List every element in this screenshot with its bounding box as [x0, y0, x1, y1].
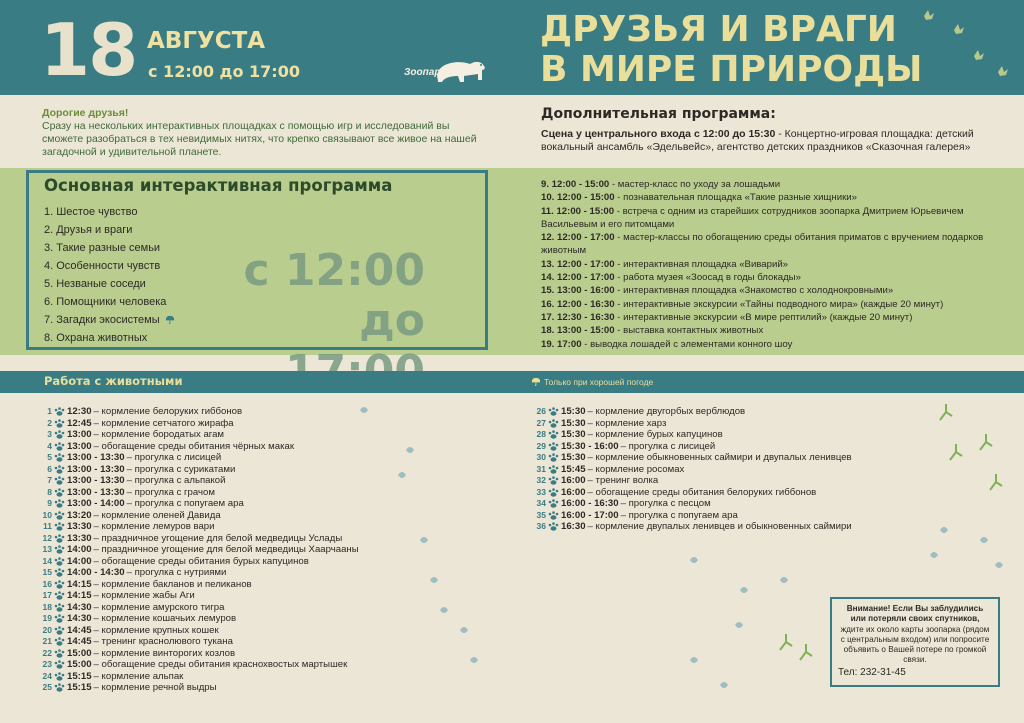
animal-activity-item	[36, 567, 359, 579]
paw-icon	[54, 580, 65, 589]
paw-icon	[54, 430, 65, 439]
schedule-item	[541, 258, 1011, 271]
animal-tracks-icon	[350, 400, 530, 700]
schedule-desc: - выводка лошадей с элементами конного шоу	[581, 338, 793, 350]
paw-icon	[54, 637, 65, 646]
schedule-time: 12. 12:00 - 17:00	[541, 232, 615, 244]
activity-desc: – кормление сетчатого жирафа	[93, 417, 234, 429]
activity-time: 13:00 - 13:30	[67, 452, 125, 463]
animal-activity-item	[36, 648, 359, 660]
activity-number: 7	[47, 475, 52, 485]
animal-activity-item	[530, 487, 852, 499]
activity-desc: – прогулка с грачом	[126, 486, 215, 498]
activity-time: 13:30	[67, 532, 92, 544]
activity-desc: – прогулка с нутриями	[126, 567, 227, 578]
weather-note: Только при хорошей погоде	[530, 377, 653, 387]
animal-activity-item	[36, 498, 359, 510]
activity-time: 15:00	[67, 659, 92, 670]
lost-notice-phone: Тел: 232-31-45	[838, 666, 906, 678]
activity-desc: – прогулка с лисицей	[126, 452, 222, 463]
zoo-logo-text: Зоопарк	[404, 67, 446, 78]
activity-time: 15:30	[561, 429, 586, 440]
activity-desc: – прогулка с альпакой	[126, 475, 226, 486]
activity-number: 11	[43, 521, 52, 531]
animal-activity-item	[530, 441, 852, 453]
animal-activity-item	[36, 487, 359, 499]
activity-time: 15:15	[67, 670, 92, 682]
animal-activity-item	[36, 429, 359, 441]
activity-desc: – кормление бородатых агам	[93, 429, 225, 440]
activity-number: 4	[47, 440, 52, 451]
activity-desc: – кормление речной выдры	[93, 682, 217, 693]
animal-tracks-icon	[900, 400, 1020, 590]
activity-time: 13:30	[67, 521, 92, 532]
activity-desc: – кормление жабы Аги	[93, 590, 195, 601]
schedule-desc: - мастер-класс по уходу за лошадьми	[609, 179, 781, 190]
animal-activity-item	[36, 510, 359, 522]
activity-time: 14:15	[67, 578, 92, 590]
schedule-desc: - мастер-классы по обогащению среды обитания приматов с вручением подарков животным	[541, 232, 984, 257]
main-program-item: 7. Загадки экосистемы	[44, 311, 174, 329]
activity-number: 10	[42, 509, 52, 520]
main-program-item: 6. Помощники человека	[44, 296, 167, 308]
activity-time: 14:00	[67, 544, 92, 555]
activity-time: 16:00 - 17:00	[561, 509, 619, 521]
activity-number: 9	[47, 498, 52, 508]
activity-number: 14	[42, 555, 52, 566]
animal-activity-item	[36, 590, 359, 602]
paw-icon	[54, 534, 65, 543]
extra-stage-desc: - Концертно-игровая площадка: детский вокальный ансамбль «Эдельвейс», агентство детских праздников «Сказочная галерея»	[541, 128, 974, 153]
animals-list-left	[36, 406, 359, 694]
schedule-time: 14. 12:00 - 17:00	[541, 272, 615, 284]
animal-tracks-icon	[680, 520, 830, 695]
animals-list-right	[530, 406, 852, 533]
paw-icon	[54, 591, 65, 600]
activity-desc: – кормление альпак	[93, 670, 184, 682]
activity-desc: – праздничное угощение для белой медведицы Хаарчааны	[93, 544, 359, 555]
intro-paragraph: Сразу на нескольких интерактивных площадках с помощью игр и исследований вы сможете разобраться в тех невидимых нитях, что крепко связывают все живое на нашей загадочной и удивительной планете.	[42, 120, 477, 158]
activity-number: 29	[536, 440, 546, 451]
schedule-item	[541, 231, 1011, 258]
animal-activity-item	[36, 475, 359, 487]
paw-icon	[54, 488, 65, 497]
activity-number: 20	[42, 624, 52, 635]
activity-time: 13:00 - 13:30	[67, 486, 125, 498]
activity-time: 14:30	[67, 601, 92, 613]
schedule-time: 17. 12:30 - 16:30	[541, 311, 615, 323]
date-month: АВГУСТА	[147, 28, 266, 54]
activity-desc: – обогащение среды обитания чёрных макак	[93, 440, 295, 452]
activity-desc: – кормление двупалых ленивцев и обыкновенных саймири	[587, 521, 852, 532]
activity-time: 12:45	[67, 417, 92, 429]
activity-desc: – прогулка с песцом	[620, 498, 711, 509]
animal-activity-item	[36, 625, 359, 637]
schedule-item	[541, 324, 1011, 337]
animals-section-title: Работа с животными	[44, 374, 183, 388]
activity-time: 15:45	[561, 463, 586, 475]
animal-activity-item	[36, 544, 359, 556]
activity-number: 2	[47, 417, 52, 428]
animal-tracks-icon	[914, 6, 1014, 91]
animal-activity-item	[36, 659, 359, 671]
activity-desc: – кормление обыкновенных саймири и двупалых ленивцев	[587, 452, 852, 463]
activity-time: 15:30 - 16:00	[561, 440, 619, 452]
animal-activity-item	[530, 475, 852, 487]
animal-activity-item	[36, 452, 359, 464]
activity-number: 27	[536, 417, 546, 428]
schedule-item	[541, 284, 1011, 297]
paw-icon	[548, 430, 559, 439]
activity-time: 13:00	[67, 429, 92, 440]
paw-icon	[54, 545, 65, 554]
schedule-desc: - выставка контактных животных	[614, 325, 764, 337]
animal-activity-item	[36, 682, 359, 694]
activity-desc: – кормление бурых капуцинов	[587, 429, 723, 440]
paw-icon	[548, 511, 559, 520]
animal-activity-item	[36, 406, 359, 418]
schedule-item	[541, 178, 1011, 191]
activity-time: 14:45	[67, 636, 92, 647]
paw-icon	[54, 603, 65, 612]
animal-activity-item	[36, 464, 359, 476]
paw-icon	[54, 419, 65, 428]
activity-desc: – праздничное угощение для белой медведицы Услады	[93, 532, 343, 544]
animal-activity-item	[530, 429, 852, 441]
schedule-item	[541, 205, 1011, 232]
paw-icon	[54, 511, 65, 520]
activity-number: 28	[536, 429, 546, 439]
extra-stage-label: Сцена у центрального входа с 12:00 до 15:30	[541, 128, 776, 140]
activity-desc: – обогащение среды обитания белоруких гиббонов	[587, 486, 817, 498]
paw-icon	[54, 407, 65, 416]
main-program-item: 8. Охрана животных	[44, 332, 148, 344]
schedule-item	[541, 191, 1011, 204]
activity-number: 22	[42, 647, 52, 658]
paw-icon	[548, 476, 559, 485]
activity-number: 8	[47, 486, 52, 497]
activity-desc: – кормление оленей Давида	[93, 509, 221, 521]
animal-activity-item	[530, 406, 852, 418]
main-program-item: 4. Особенности чувств	[44, 260, 161, 272]
paw-icon	[548, 453, 559, 462]
activity-number: 36	[536, 521, 546, 531]
activity-time: 13:00 - 13:30	[67, 463, 125, 475]
activity-number: 33	[536, 486, 546, 497]
main-program-title: Основная интерактивная программа	[44, 176, 393, 195]
lost-notice-bold: Внимание! Если Вы заблудились или потеряли своих спутников,	[846, 604, 984, 624]
main-program-time-from: с 12:00	[243, 245, 425, 296]
activity-number: 32	[536, 475, 546, 485]
lost-notice-box	[830, 597, 1000, 687]
animal-activity-item	[36, 418, 359, 430]
activity-number: 18	[42, 601, 52, 612]
paw-icon	[548, 499, 559, 508]
activity-number: 30	[536, 452, 546, 462]
activity-time: 15:30	[561, 417, 586, 429]
activity-desc: – тренинг краснолювого тукана	[93, 636, 233, 647]
schedule-time: 19. 17:00	[541, 338, 582, 350]
umbrella-icon	[532, 378, 540, 386]
activity-time: 13:00 - 14:00	[67, 498, 125, 509]
activity-time: 14:00	[67, 555, 92, 567]
activity-desc: – кормление харз	[587, 417, 667, 429]
activity-time: 16:00	[561, 486, 586, 498]
activity-time: 14:15	[67, 590, 92, 601]
animal-activity-item	[530, 498, 852, 510]
activity-time: 14:00 - 14:30	[67, 567, 125, 578]
schedule-desc: - интерактивная площадка «Виварий»	[614, 258, 789, 270]
schedule-desc: - интерактивная площадка «Знакомство с холоднокровными»	[614, 285, 894, 297]
schedule-desc: - интерактивные экскурсии «В мире рептилий» (каждые 20 минут)	[614, 311, 913, 323]
schedule-time: 15. 13:00 - 16:00	[541, 285, 615, 297]
activity-time: 15:30	[561, 452, 586, 463]
schedule-time: 11. 12:00 - 15:00	[541, 205, 615, 217]
paw-icon	[54, 626, 65, 635]
activity-time: 15:30	[561, 406, 586, 417]
paw-icon	[54, 672, 65, 681]
activity-number: 26	[536, 406, 546, 416]
paw-icon	[548, 488, 559, 497]
animal-activity-item	[530, 464, 852, 476]
activity-number: 24	[42, 670, 52, 681]
main-program-item: 5. Незваные соседи	[44, 278, 146, 290]
activity-desc: – прогулка с попугаем ара	[620, 509, 738, 521]
paw-icon	[54, 442, 65, 451]
activity-number: 15	[42, 567, 52, 577]
activity-time: 15:00	[67, 647, 92, 659]
activity-number: 6	[47, 463, 52, 474]
lost-notice-text: ждите их около карты зоопарка (рядом с центральным входом) или попросите объявить о Вашей потере по громкой связи.	[840, 624, 990, 665]
paw-icon	[548, 419, 559, 428]
activity-desc: – кормление лемуров вари	[93, 521, 215, 532]
schedule-time: 10. 12:00 - 15:00	[541, 192, 615, 204]
activity-desc: – кормление амурского тигра	[93, 601, 225, 613]
schedule-item	[541, 338, 1011, 351]
activity-time: 16:00 - 16:30	[561, 498, 619, 509]
paw-icon	[54, 476, 65, 485]
activity-number: 21	[42, 636, 52, 646]
activity-desc: – прогулка с сурикатами	[126, 463, 236, 475]
extra-program-title: Дополнительная программа:	[541, 106, 776, 122]
activity-desc: – кормление белоруких гиббонов	[93, 406, 243, 417]
activity-number: 13	[42, 544, 52, 554]
activity-time: 12:30	[67, 406, 92, 417]
animal-activity-item	[36, 636, 359, 648]
activity-number: 3	[47, 429, 52, 439]
schedule-desc: - познавательная площадка «Такие разные хищники»	[614, 192, 857, 204]
animal-activity-item	[36, 556, 359, 568]
schedule-desc: - интерактивные экскурсии «Тайны подводного мира» (каждые 20 минут)	[614, 298, 944, 310]
animal-activity-item	[36, 441, 359, 453]
paw-icon	[54, 522, 65, 531]
schedule-time: 13. 12:00 - 17:00	[541, 258, 615, 270]
intro-text-block	[42, 107, 482, 159]
main-program-item: 2. Друзья и враги	[44, 224, 133, 236]
paw-icon	[54, 568, 65, 577]
activity-desc: – кормление кошачьих лемуров	[93, 613, 237, 624]
paw-icon	[54, 649, 65, 658]
date-day: 18	[40, 8, 137, 92]
main-program-list	[44, 203, 174, 347]
animal-activity-item	[36, 602, 359, 614]
activity-desc: – обогащение среды обитания краснохвостых мартышек	[93, 659, 348, 670]
activity-time: 13:20	[67, 509, 92, 521]
main-program-item: 3. Такие разные семьи	[44, 242, 161, 254]
schedule-desc: - работа музея «Зоосад в годы блокады»	[614, 272, 801, 284]
activity-number: 5	[47, 452, 52, 462]
activity-number: 34	[536, 498, 546, 508]
activity-desc: – прогулка с попугаем ара	[126, 498, 244, 509]
event-title-line2: В МИРЕ ПРИРОДЫ	[540, 49, 923, 90]
activity-number: 35	[536, 509, 546, 520]
paw-icon	[54, 465, 65, 474]
activity-number: 17	[42, 590, 52, 600]
paw-icon	[54, 614, 65, 623]
activity-number: 31	[536, 463, 546, 474]
activity-time: 13:00	[67, 440, 92, 452]
activity-desc: – прогулка с лисицей	[620, 440, 716, 452]
activity-time: 16:00	[561, 475, 586, 486]
schedule-item	[541, 311, 1011, 324]
paw-icon	[54, 453, 65, 462]
activity-desc: – кормление бакланов и пеликанов	[93, 578, 252, 590]
animal-activity-item	[36, 533, 359, 545]
activity-number: 12	[42, 532, 52, 543]
umbrella-icon	[166, 316, 174, 324]
paw-icon	[548, 407, 559, 416]
schedule-item	[541, 271, 1011, 284]
paw-icon	[548, 465, 559, 474]
animal-activity-item	[36, 613, 359, 625]
paw-icon	[54, 660, 65, 669]
schedule-time: 16. 12:00 - 16:30	[541, 298, 615, 310]
schedule-item	[541, 298, 1011, 311]
main-program-item: 1. Шестое чувство	[44, 206, 138, 218]
main-program-time-to: до	[359, 295, 425, 346]
paw-icon	[54, 683, 65, 692]
intro-greeting: Дорогие друзья!	[42, 107, 129, 119]
paw-icon	[548, 442, 559, 451]
paw-icon	[54, 557, 65, 566]
date-time: с 12:00 до 17:00	[148, 62, 300, 81]
activity-desc: – кормление росомах	[587, 463, 685, 475]
paw-icon	[54, 499, 65, 508]
animal-activity-item	[36, 521, 359, 533]
extra-schedule-list	[541, 178, 1011, 351]
activity-time: 13:00 - 13:30	[67, 475, 125, 486]
event-title-line1: ДРУЗЬЯ И ВРАГИ	[540, 9, 897, 50]
activity-time: 14:45	[67, 624, 92, 636]
activity-desc: – кормление двугорбых верблюдов	[587, 406, 746, 417]
animal-activity-item	[36, 579, 359, 591]
extra-program-text	[541, 128, 1001, 154]
animal-activity-item	[530, 452, 852, 464]
activity-number: 23	[42, 659, 52, 669]
paw-icon	[548, 522, 559, 531]
activity-number: 1	[47, 406, 52, 416]
activity-number: 25	[42, 682, 52, 692]
activity-desc: – тренинг волка	[587, 475, 659, 486]
activity-time: 15:15	[67, 682, 92, 693]
schedule-time: 9. 12:00 - 15:00	[541, 179, 610, 190]
activity-time: 16:30	[561, 521, 586, 532]
activity-desc: – кормление винторогих козлов	[93, 647, 236, 659]
activity-number: 19	[42, 613, 52, 623]
schedule-time: 18. 13:00 - 15:00	[541, 325, 615, 337]
activity-number: 16	[42, 578, 52, 589]
animal-activity-item	[530, 418, 852, 430]
activity-desc: – кормление крупных кошек	[93, 624, 219, 636]
animal-activity-item	[36, 671, 359, 683]
activity-time: 14:30	[67, 613, 92, 624]
activity-desc: – обогащение среды обитания бурых капуцинов	[93, 555, 309, 567]
schedule-desc: - встреча с одним из старейших сотрудников зоопарка Дмитрием Юрьевичем Васильевым и его питомцами	[541, 205, 964, 230]
